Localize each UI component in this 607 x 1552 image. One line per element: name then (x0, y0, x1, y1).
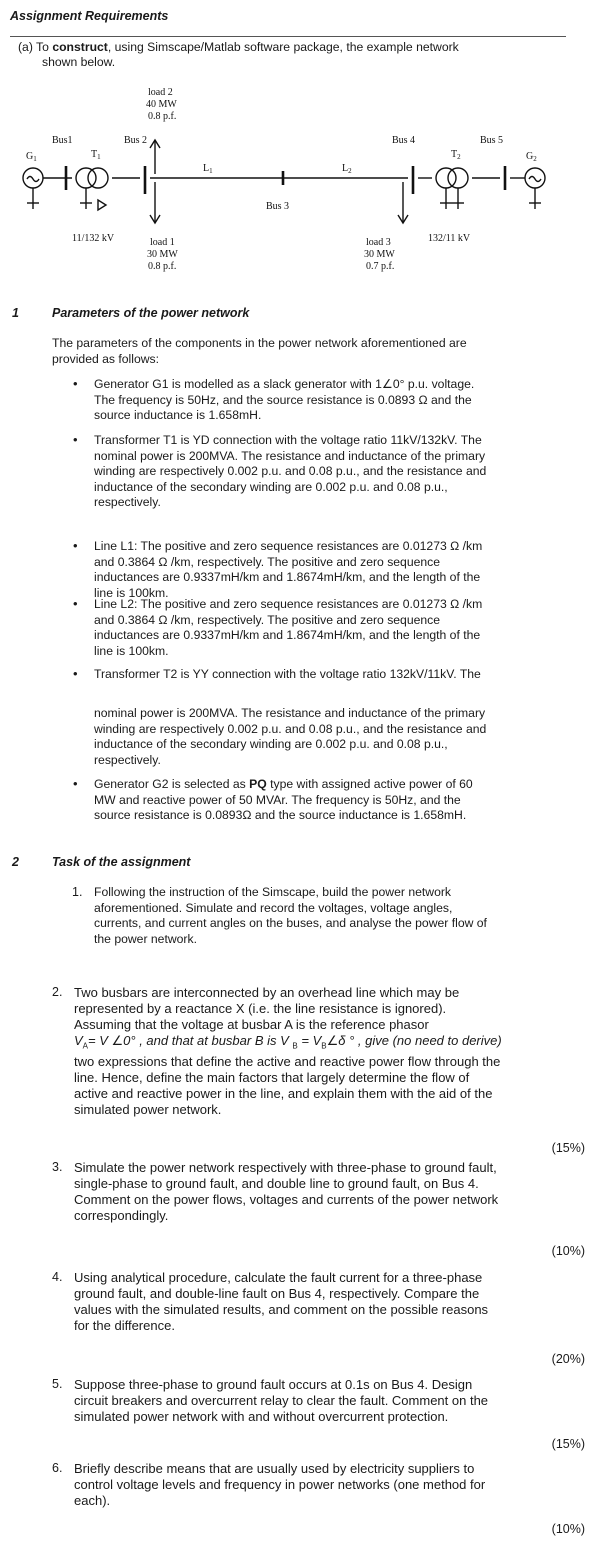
bullet-dot: • (73, 666, 78, 681)
l1-label: $L_1$ (203, 163, 213, 175)
load1-power: 30 MW (147, 249, 178, 260)
task1-text: Following the instruction of the Simscape, build the power network aforementioned. Simulate and record the voltages, voltage angles, currents, and current angles on the buses, and analyse the power flow of the power network. (94, 885, 487, 946)
l2-label: $L_2$ (342, 163, 352, 175)
load2-pf: 0.8 p.f. (148, 111, 177, 122)
bullet-dot: • (73, 596, 78, 611)
task3-number: 3. (52, 1160, 63, 1174)
task4-marks: (20%) (551, 1352, 585, 1366)
task4-text: Using analytical procedure, calculate the fault current for a three-phase ground fault, and double-line fault on Bus 4, respectively. Compare the values with the simulated results, and comment on the possible reasons for the difference. (74, 1270, 489, 1333)
load2-name: load 2 (148, 87, 173, 98)
task2-text: Two busbars are interconnected by an overhead line which may be represented by a reactance X (i.e. the line resistance is ignored). Assuming that the voltage at busbar A is the reference phasor $V_A= V$ ∠0° , and that at busbar B is V $_B = V_B\angle\delta$ ° , give (no need to derive) two expressions that define the active and reactive power flow through the line. Hence, define the main factors that largely determine the flow of active and reactive power in the line, and explain them with the aid of the simulated power network. (74, 985, 502, 1117)
part-a-bold-word: construct (52, 40, 108, 54)
task2-marks: (15%) (551, 1141, 585, 1155)
section1-title: Parameters of the power network (52, 306, 250, 320)
t2-label: $T_2$ (451, 149, 461, 161)
task2-number: 2. (52, 985, 63, 999)
t2-ratio: 132/11 kV (428, 233, 471, 244)
bus1-label: Bus1 (52, 135, 73, 146)
part-a-instruction (18, 40, 563, 70)
load1-name: load 1 (150, 237, 175, 248)
section1-number: 1 (12, 306, 19, 320)
transformer-t1-symbol (76, 168, 96, 188)
header-title: Assignment Requirements (10, 9, 169, 23)
task4-number: 4. (52, 1270, 63, 1284)
load1-pf: 0.8 p.f. (148, 261, 177, 272)
part-a-prefix: (a) To (18, 40, 53, 54)
bullet-transformer-t1: Transformer T1 is YD connection with the voltage ratio 11kV/132kV. The nominal power is 200MVA. The resistance and inductance of the primary winding are respectively 0.002 p.u. and 0.08 p.u., and the resistance and inductance of the secondary winding are 0.002 p.u. and 0.08 p.u., respectively. (94, 433, 487, 510)
header-divider (10, 36, 566, 37)
bus2-label: Bus 2 (124, 135, 148, 146)
task5-text: Suppose three-phase to ground fault occurs at 0.1s on Bus 4. Design circuit breakers and overcurrent relay to clear the fault. Comment on the simulated power network with and without overcurrent protection. (74, 1377, 489, 1424)
bus4-label: Bus 4 (392, 135, 416, 146)
part-a-line2: shown below. (42, 55, 116, 69)
t1-label: $T_1$ (91, 149, 101, 161)
task5-marks: (15%) (551, 1437, 585, 1451)
task3-text: Simulate the power network respectively with three-phase to ground fault, single-phase to ground fault, and double line to ground fault, on Bus 4. Comment on the power flows, voltages and currents of the power network correspondingly. (74, 1160, 499, 1223)
bullet-generator-g2: Generator G2 is selected as PQ type with assigned active power of 60 MW and reactive power of 50 MVAr. The frequency is 50Hz, and the source resistance is 0.0893Ω and the source inductance is 1.658mH. (94, 777, 473, 823)
load3-pf: 0.7 p.f. (366, 261, 395, 272)
section2-title: Task of the assignment (52, 855, 191, 869)
task6-text: Briefly describe means that are usually used by electricity suppliers to control voltage levels and frequency in power networks (one method for each). (74, 1461, 486, 1508)
t1-ratio: 11/132 kV (72, 233, 115, 244)
bullet-dot: • (73, 538, 78, 553)
part-a-line1-rest: , using Simscape/Matlab software package, the example network (107, 40, 459, 54)
load3-power: 30 MW (364, 249, 395, 260)
bullet-transformer-t2-a: Transformer T2 is YY connection with the voltage ratio 132kV/11kV. The (94, 667, 481, 681)
bullet-dot: • (73, 432, 78, 447)
bus5-label: Bus 5 (480, 135, 504, 146)
network-diagram (0, 85, 607, 285)
load3-name: load 3 (366, 237, 391, 248)
bullet-dot: • (73, 776, 78, 791)
task5-number: 5. (52, 1377, 63, 1391)
task6-number: 6. (52, 1461, 63, 1475)
g2-label: $G_2$ (526, 151, 537, 163)
bullet-generator-g1: Generator G1 is modelled as a slack generator with 1∠0° p.u. voltage. The frequency is 50Hz, and the source resistance is 0.0893 Ω and the source inductance is 1.658mH. (94, 377, 475, 423)
task1-number: 1. (72, 885, 83, 899)
load2-power: 40 MW (146, 99, 177, 110)
bullet-line-l1: Line L1: The positive and zero sequence resistances are 0.01273 Ω /km and 0.3864 Ω /km, respectively. The positive and zero sequence inductances are 0.9337mH/km and 1.8674mH/km, and the length of the line is 100km. (94, 539, 483, 600)
bullet-line-l2: Line L2: The positive and zero sequence resistances are 0.01273 Ω /km and 0.3864 Ω /km, respectively. The positive and zero sequence inductances are 0.9337mH/km and 1.8674mH/km, and the length of the line is 100km. (94, 597, 483, 658)
bullet-dot: • (73, 376, 78, 391)
transformer-t2-symbol (436, 168, 456, 188)
section1-intro: The parameters of the components in the power network aforementioned are provided as follows: (52, 336, 467, 366)
bullet-transformer-t2-b: nominal power is 200MVA. The resistance and inductance of the primary winding are respectively 0.002 p.u. and 0.08 p.u., and the resistance and inductance of the secondary winding are 0.002 p.u. and 0.08 p.u., respectively. (94, 706, 487, 767)
task6-marks: (10%) (551, 1522, 585, 1536)
bus3-label: Bus 3 (266, 201, 290, 212)
g1-label: $G_1$ (26, 151, 37, 163)
task3-marks: (10%) (551, 1244, 585, 1258)
section2-number: 2 (12, 855, 19, 869)
